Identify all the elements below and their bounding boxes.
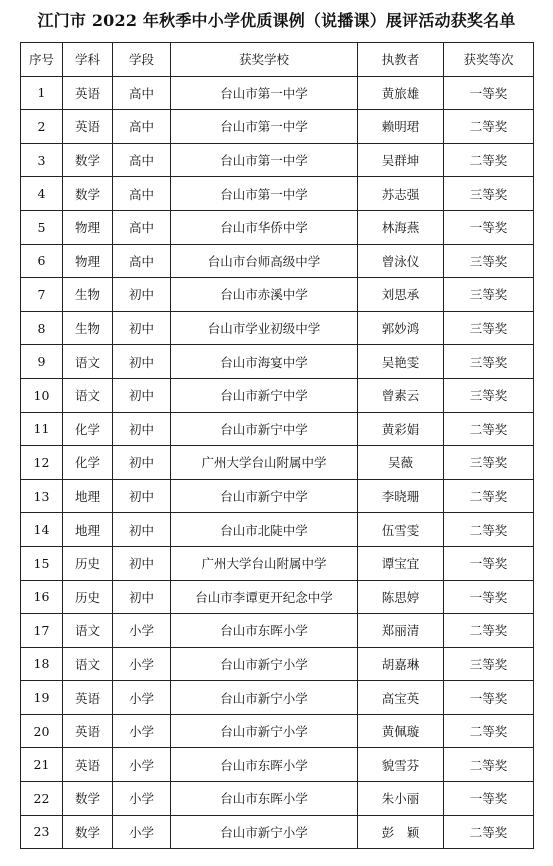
table-row: [21, 345, 534, 379]
cell-subject: 化学: [63, 412, 113, 446]
cell-stage: 小学: [113, 614, 171, 648]
table-header-row: [21, 43, 534, 77]
cell-no: 22: [21, 782, 63, 816]
cell-stage: 高中: [113, 143, 171, 177]
cell-teacher: 黄旅雄: [358, 76, 444, 110]
header-teacher: 执教者: [358, 43, 444, 77]
cell-subject: 数学: [63, 782, 113, 816]
cell-stage: 初中: [113, 546, 171, 580]
cell-teacher: 伍雪雯: [358, 513, 444, 547]
cell-award: 三等奖: [444, 345, 534, 379]
cell-subject: 数学: [63, 815, 113, 849]
table-row: [21, 177, 534, 211]
table-row: [21, 580, 534, 614]
cell-subject: 语文: [63, 647, 113, 681]
cell-school: 台山市学业初级中学: [171, 311, 358, 345]
cell-subject: 化学: [63, 446, 113, 480]
cell-stage: 高中: [113, 210, 171, 244]
cell-stage: 初中: [113, 580, 171, 614]
cell-stage: 初中: [113, 378, 171, 412]
cell-no: 4: [21, 177, 63, 211]
cell-school: 台山市李谭更开纪念中学: [171, 580, 358, 614]
cell-no: 9: [21, 345, 63, 379]
cell-teacher: 吴艳雯: [358, 345, 444, 379]
cell-stage: 初中: [113, 278, 171, 312]
cell-school: 台山市第一中学: [171, 76, 358, 110]
cell-award: 二等奖: [444, 614, 534, 648]
cell-teacher: 曾泳仪: [358, 244, 444, 278]
cell-teacher: 曾素云: [358, 378, 444, 412]
cell-no: 12: [21, 446, 63, 480]
cell-school: 台山市第一中学: [171, 177, 358, 211]
table-row: [21, 815, 534, 849]
cell-subject: 历史: [63, 546, 113, 580]
table-row: [21, 76, 534, 110]
cell-no: 17: [21, 614, 63, 648]
cell-teacher: 黄彩娟: [358, 412, 444, 446]
cell-school: 台山市东晖小学: [171, 748, 358, 782]
cell-subject: 英语: [63, 681, 113, 715]
table-row: [21, 782, 534, 816]
table-row: [21, 110, 534, 144]
table-row: [21, 647, 534, 681]
cell-subject: 数学: [63, 143, 113, 177]
cell-teacher: 吴薇: [358, 446, 444, 480]
cell-stage: 高中: [113, 244, 171, 278]
cell-no: 21: [21, 748, 63, 782]
cell-award: 二等奖: [444, 143, 534, 177]
cell-no: 23: [21, 815, 63, 849]
cell-subject: 生物: [63, 311, 113, 345]
cell-award: 一等奖: [444, 546, 534, 580]
cell-subject: 地理: [63, 479, 113, 513]
cell-award: 三等奖: [444, 177, 534, 211]
cell-stage: 初中: [113, 513, 171, 547]
cell-award: 一等奖: [444, 210, 534, 244]
award-table: [20, 42, 534, 849]
table-row: [21, 513, 534, 547]
cell-subject: 语文: [63, 345, 113, 379]
cell-teacher: 郑丽清: [358, 614, 444, 648]
cell-award: 一等奖: [444, 580, 534, 614]
table-row: [21, 714, 534, 748]
table-row: [21, 210, 534, 244]
cell-no: 11: [21, 412, 63, 446]
cell-award: 三等奖: [444, 647, 534, 681]
cell-subject: 英语: [63, 748, 113, 782]
header-no: 序号: [21, 43, 63, 77]
cell-award: 二等奖: [444, 714, 534, 748]
cell-stage: 小学: [113, 681, 171, 715]
cell-stage: 初中: [113, 479, 171, 513]
cell-award: 二等奖: [444, 479, 534, 513]
cell-school: 广州大学台山附属中学: [171, 546, 358, 580]
cell-no: 15: [21, 546, 63, 580]
cell-school: 台山市新宁小学: [171, 815, 358, 849]
page-title: 江门市 2022 年秋季中小学优质课例（说播课）展评活动获奖名单: [37, 11, 516, 30]
cell-subject: 生物: [63, 278, 113, 312]
table-row: [21, 681, 534, 715]
cell-subject: 历史: [63, 580, 113, 614]
cell-teacher: 刘思承: [358, 278, 444, 312]
cell-subject: 地理: [63, 513, 113, 547]
cell-award: 一等奖: [444, 782, 534, 816]
cell-stage: 初中: [113, 311, 171, 345]
table-body: [21, 76, 534, 849]
cell-teacher: 貌雪芬: [358, 748, 444, 782]
cell-subject: 英语: [63, 714, 113, 748]
cell-teacher: 陈思婷: [358, 580, 444, 614]
cell-subject: 英语: [63, 110, 113, 144]
cell-stage: 小学: [113, 748, 171, 782]
cell-award: 一等奖: [444, 76, 534, 110]
cell-no: 18: [21, 647, 63, 681]
cell-school: 台山市新宁小学: [171, 681, 358, 715]
table-row: [21, 143, 534, 177]
cell-subject: 英语: [63, 76, 113, 110]
cell-school: 台山市新宁中学: [171, 412, 358, 446]
cell-award: 三等奖: [444, 311, 534, 345]
header-school: 获奖学校: [171, 43, 358, 77]
cell-award: 二等奖: [444, 748, 534, 782]
table-row: [21, 446, 534, 480]
cell-school: 台山市华侨中学: [171, 210, 358, 244]
cell-award: 二等奖: [444, 110, 534, 144]
cell-no: 5: [21, 210, 63, 244]
header-award: 获奖等次: [444, 43, 534, 77]
header-subject: 学科: [63, 43, 113, 77]
cell-stage: 小学: [113, 782, 171, 816]
cell-school: 台山市新宁中学: [171, 378, 358, 412]
cell-stage: 高中: [113, 76, 171, 110]
cell-school: 台山市东晖小学: [171, 782, 358, 816]
cell-no: 3: [21, 143, 63, 177]
cell-teacher: 朱小丽: [358, 782, 444, 816]
cell-school: 台山市第一中学: [171, 143, 358, 177]
cell-school: 台山市第一中学: [171, 110, 358, 144]
cell-teacher: 郭妙鸿: [358, 311, 444, 345]
cell-stage: 小学: [113, 647, 171, 681]
table-row: [21, 546, 534, 580]
cell-subject: 物理: [63, 244, 113, 278]
cell-school: 台山市东晖小学: [171, 614, 358, 648]
cell-award: 二等奖: [444, 815, 534, 849]
cell-teacher: 李晓珊: [358, 479, 444, 513]
cell-school: 台山市新宁中学: [171, 479, 358, 513]
cell-teacher: 吴群坤: [358, 143, 444, 177]
cell-no: 2: [21, 110, 63, 144]
cell-teacher: 林海燕: [358, 210, 444, 244]
cell-teacher: 胡嘉琳: [358, 647, 444, 681]
cell-award: 三等奖: [444, 446, 534, 480]
cell-school: 台山市台师高级中学: [171, 244, 358, 278]
cell-school: 台山市新宁小学: [171, 714, 358, 748]
cell-no: 19: [21, 681, 63, 715]
cell-no: 8: [21, 311, 63, 345]
table-row: [21, 614, 534, 648]
cell-stage: 小学: [113, 714, 171, 748]
cell-award: 一等奖: [444, 681, 534, 715]
table-row: [21, 378, 534, 412]
cell-teacher: 黄佩璇: [358, 714, 444, 748]
table-row: [21, 479, 534, 513]
table-row: [21, 278, 534, 312]
cell-stage: 初中: [113, 345, 171, 379]
cell-no: 14: [21, 513, 63, 547]
cell-no: 7: [21, 278, 63, 312]
cell-no: 20: [21, 714, 63, 748]
cell-subject: 数学: [63, 177, 113, 211]
cell-no: 16: [21, 580, 63, 614]
cell-stage: 高中: [113, 110, 171, 144]
cell-subject: 语文: [63, 378, 113, 412]
cell-school: 台山市新宁小学: [171, 647, 358, 681]
cell-teacher: 苏志强: [358, 177, 444, 211]
table-row: [21, 244, 534, 278]
table-row: [21, 748, 534, 782]
cell-award: 三等奖: [444, 244, 534, 278]
cell-no: 13: [21, 479, 63, 513]
cell-no: 10: [21, 378, 63, 412]
cell-stage: 初中: [113, 446, 171, 480]
header-stage: 学段: [113, 43, 171, 77]
cell-school: 台山市赤溪中学: [171, 278, 358, 312]
cell-school: 台山市海宴中学: [171, 345, 358, 379]
cell-teacher: 彭 颖: [358, 815, 444, 849]
cell-stage: 初中: [113, 412, 171, 446]
cell-no: 1: [21, 76, 63, 110]
cell-award: 二等奖: [444, 412, 534, 446]
cell-school: 台山市北陡中学: [171, 513, 358, 547]
cell-teacher: 赖明珺: [358, 110, 444, 144]
cell-award: 三等奖: [444, 378, 534, 412]
cell-no: 6: [21, 244, 63, 278]
cell-award: 二等奖: [444, 513, 534, 547]
cell-teacher: 高宝英: [358, 681, 444, 715]
cell-stage: 小学: [113, 815, 171, 849]
cell-award: 三等奖: [444, 278, 534, 312]
cell-subject: 物理: [63, 210, 113, 244]
cell-stage: 高中: [113, 177, 171, 211]
cell-teacher: 谭宝宜: [358, 546, 444, 580]
table-row: [21, 412, 534, 446]
table-row: [21, 311, 534, 345]
cell-school: 广州大学台山附属中学: [171, 446, 358, 480]
cell-subject: 语文: [63, 614, 113, 648]
